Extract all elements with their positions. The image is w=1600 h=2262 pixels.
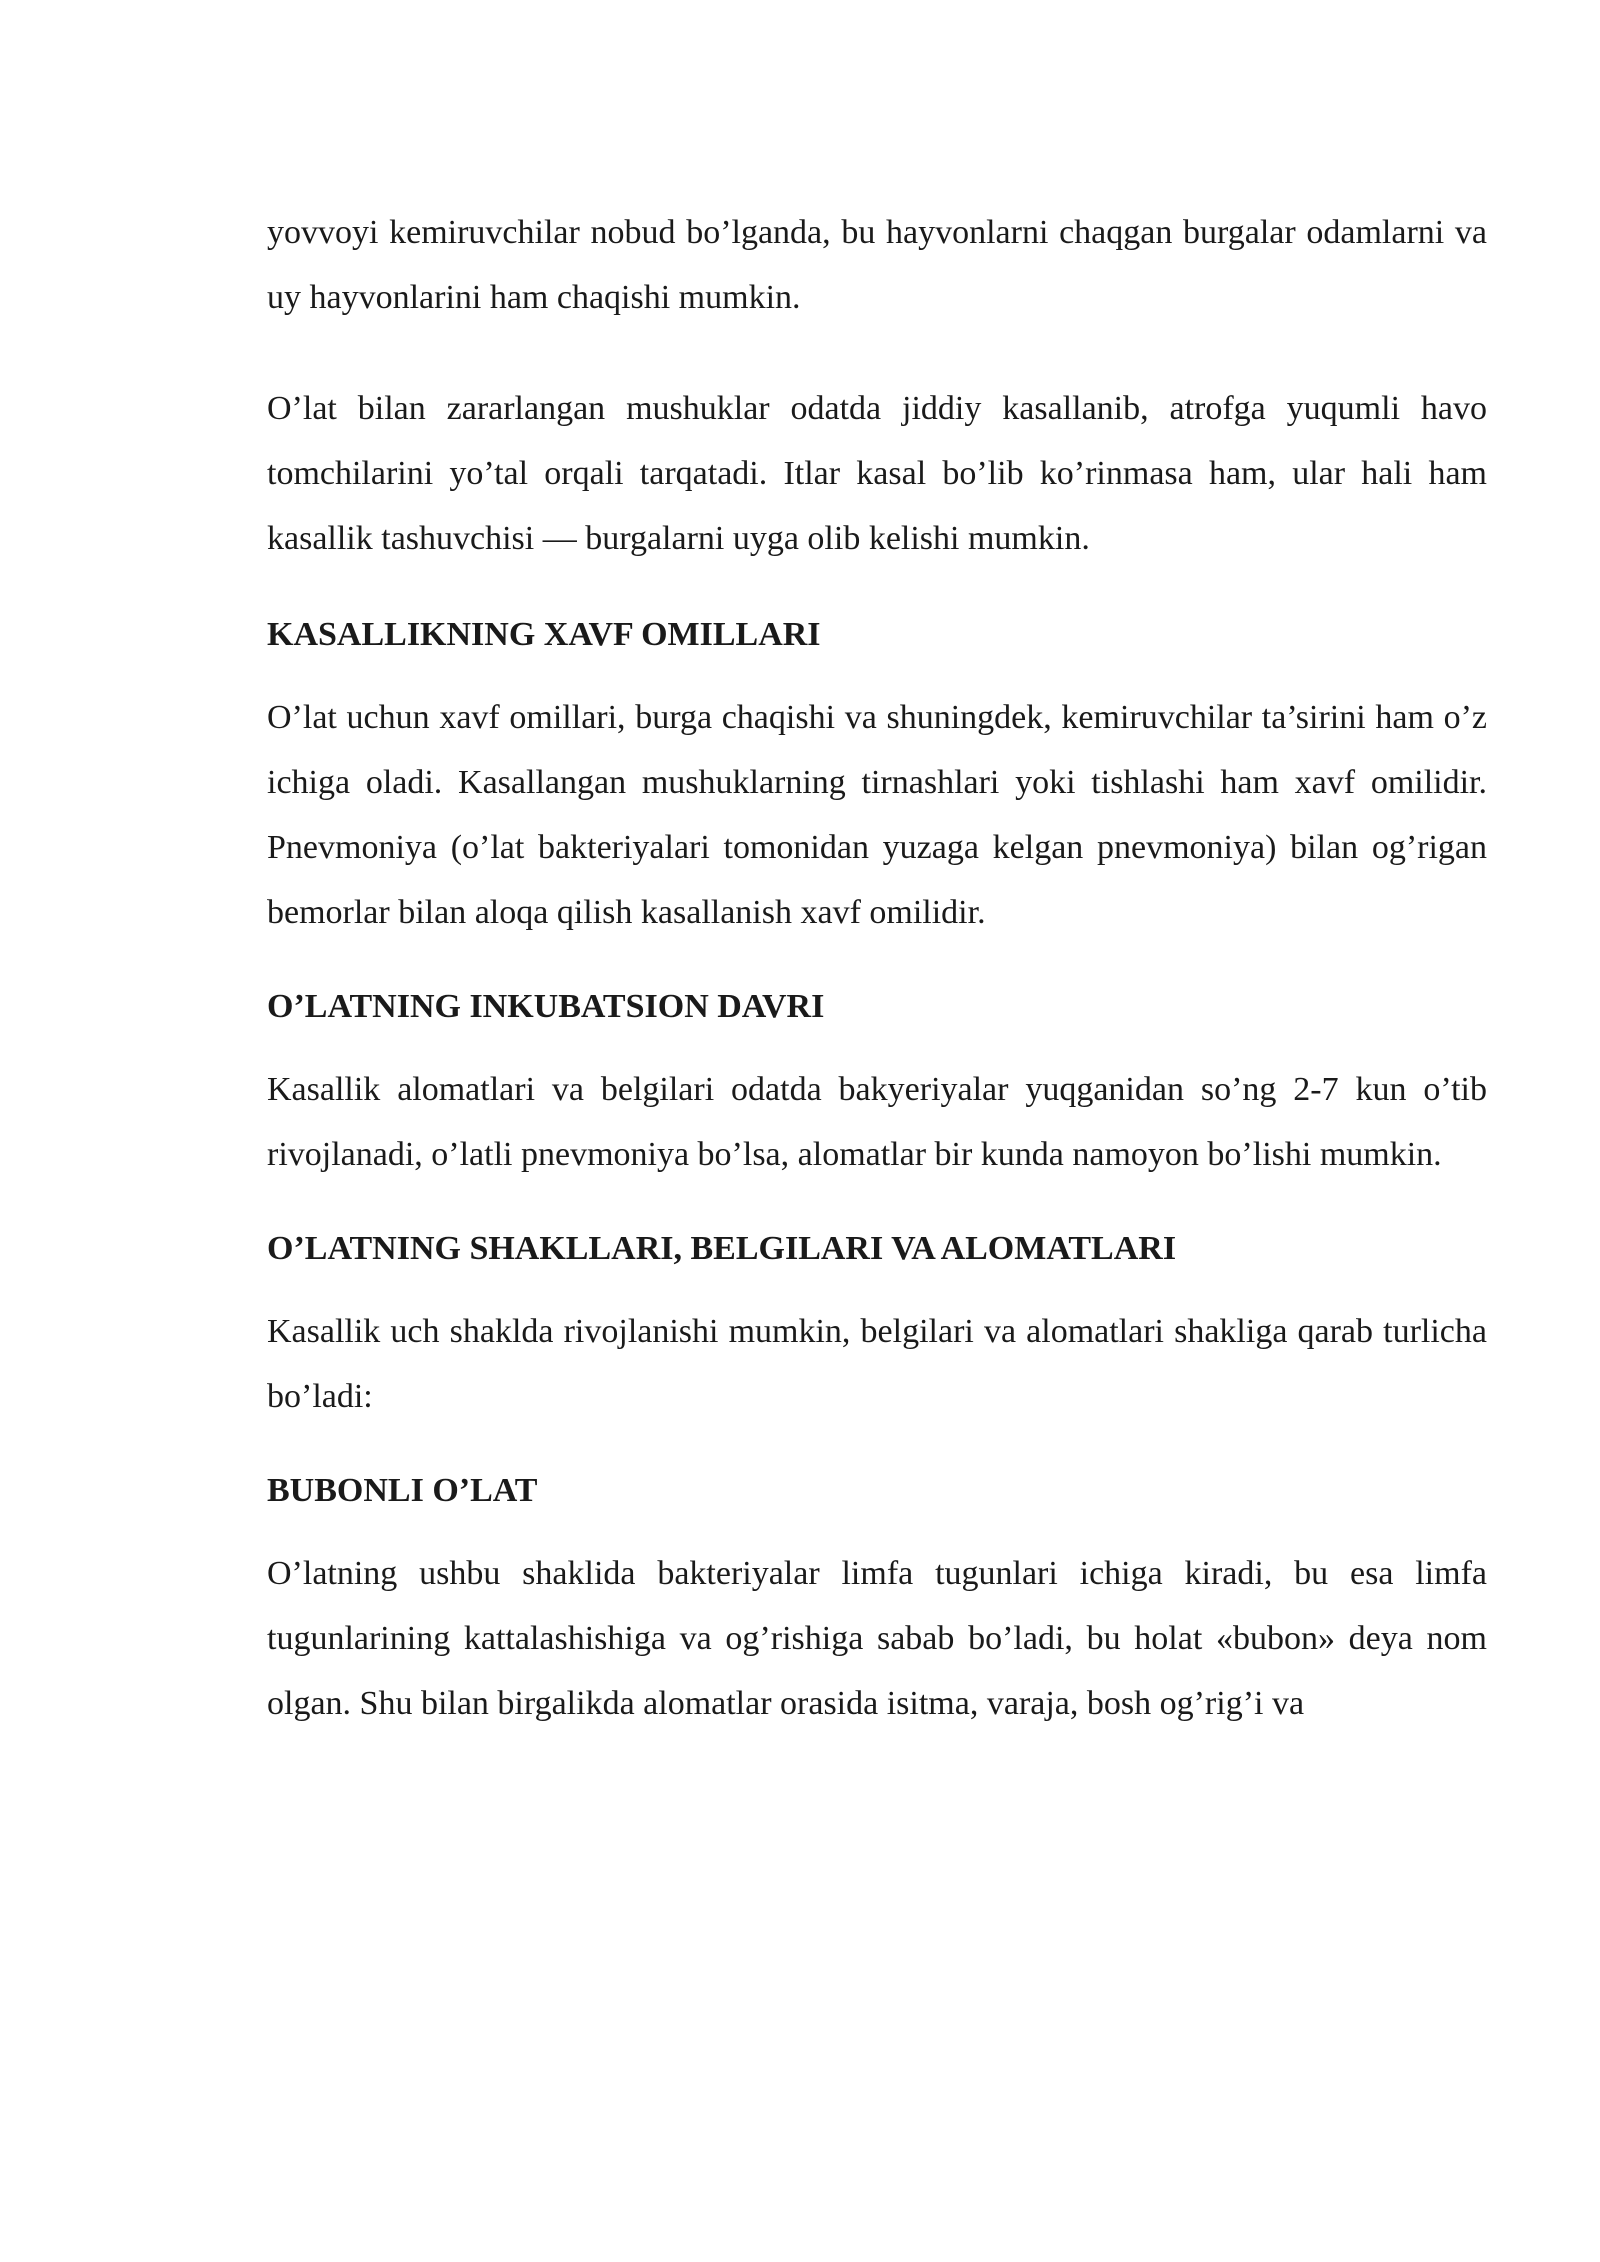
- heading-risk-factors: KASALLIKNING XAVF OMILLARI: [267, 616, 821, 653]
- heading-incubation-period: O’LATNING INKUBATSION DAVRI: [267, 988, 825, 1025]
- paragraph-risk-factors: O’lat uchun xavf omillari, burga chaqishi va shuningdek, kemiruvchilar ta’sirini ham o’z ichiga oladi. Kasallangan mushuklarning tirnashlari yoki tishlashi ham xavf omilidir. Pnevmoniya (o’lat bakteriyalari tomonidan yuzaga kelgan pnevmoniya) bilan og’rigan bemorlar bilan aloqa qilish kasallanish xavf omilidir.: [267, 699, 1487, 931]
- paragraph-incubation-period: Kasallik alomatlari va belgilari odatda bakyeriyalar yuqganidan so’ng 2-7 kun o’tib rivojlanadi, o’latli pnevmoniya bo’lsa, alomatlar bir kunda namoyon bo’lishi mumkin.: [267, 1071, 1487, 1173]
- heading-bubonic-plague: BUBONLI O’LAT: [267, 1472, 538, 1509]
- paragraph-three-forms: Kasallik uch shaklda rivojlanishi mumkin, belgilari va alomatlari shakliga qarab turlicha bo’ladi:: [267, 1313, 1487, 1415]
- heading-forms-signs-symptoms: O’LATNING SHAKLLARI, BELGILARI VA ALOMATLARI: [267, 1230, 1177, 1267]
- paragraph-fleas-bite-humans: yovvoyi kemiruvchilar nobud bo’lganda, bu hayvonlarni chaqgan burgalar odamlarni va uy hayvonlarini ham chaqishi mumkin.: [267, 214, 1487, 316]
- paragraph-bubonic-plague: O’latning ushbu shaklida bakteriyalar limfa tugunlari ichiga kiradi, bu esa limfa tugunlarining kattalashishiga va og’rishiga sabab bo’ladi, bu holat «bubon» deya nom olgan. Shu bilan birgalikda alomatlar orasida isitma, varaja, bosh og’rig’i va: [267, 1555, 1487, 1722]
- paragraph-infected-cats: O’lat bilan zararlangan mushuklar odatda jiddiy kasallanib, atrofga yuqumli havo tomchilarini yo’tal orqali tarqatadi. Itlar kasal bo’lib ko’rinmasa ham, ular hali ham kasallik tashuvchisi — burgalarni uyga olib kelishi mumkin.: [267, 390, 1487, 557]
- document-page: [267, 200, 1487, 1736]
